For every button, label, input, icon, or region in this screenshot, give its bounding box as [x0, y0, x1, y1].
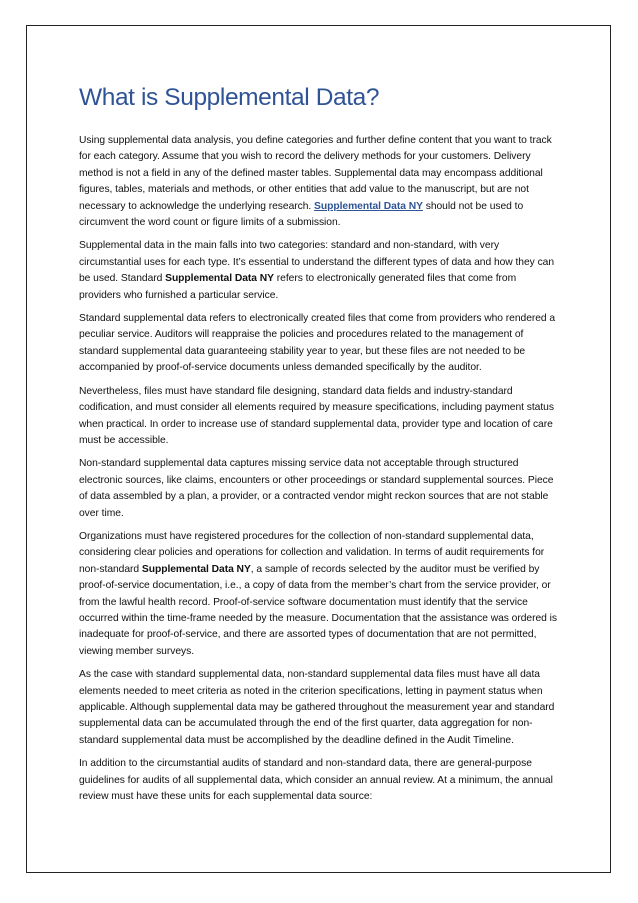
paragraph-7: As the case with standard supplemental data, non-standard supplemental data files must have all data elements needed to meet criteria as noted in the criterion specifications, letting in payment status when applicable. Although supplemental data may be gathered throughout the measurement year and standard supplemental data can be accumulated through the end of the first quarter, data aggregation for non-standard supplemental data must be accomplished by the deadline defined in the Audit Timeline.: [79, 669, 555, 746]
paragraph-6-text-after: , a sample of records selected by the auditor must be verified by proof-of-service documentation, i.e., a copy of data from the member’s chart from the service provider, or from the lawful health record. Proof-of-service software documentation must identify that the service occurred within the time-frame needed by the measure. Documentation that the assistance was ordered is inadequate for proof-of-service, and there are assorted types of documentation that are not permitted, viewing member surveys.: [79, 563, 557, 657]
paragraph-2-text-before: Supplemental data in the main falls into two categories: standard and non-standard, with very circumstantial uses for each type. It’s essential to understand the different types of data and how they can be used. Standard: [79, 240, 555, 285]
paragraph-2-text-after: refers to electronically generated files that come from providers who furnished a particular service.: [79, 273, 517, 301]
paragraph-4: Nevertheless, files must have standard file designing, standard data fields and industry-standard codification, and must consider all elements required by measure specifications, including payment status when practical. In order to increase use of standard supplemental data, provider type and location of care must be accessible.: [79, 385, 554, 446]
paragraph-2: [79, 238, 557, 304]
paragraph-8: In addition to the circumstantial audits of standard and non-standard data, there are general-purpose guidelines for audits of all supplemental data, which consider an annual review. At a minimum, the annual review must have these units for each supplemental data source:: [79, 758, 553, 803]
paragraph-2-bold-term: Supplemental Data NY: [165, 273, 274, 285]
supplemental-data-ny-link[interactable]: Supplemental Data NY: [314, 200, 423, 212]
paragraph-1: [79, 133, 557, 231]
paragraph-6-text-before: Organizations must have registered procedures for the collection of non-standard supplemental data, considering clear policies and operations for collection and validation. In terms of audit requirements for non-standard: [79, 530, 545, 575]
paragraph-6: [79, 529, 557, 660]
paragraph-6-bold-term: Supplemental Data NY: [141, 563, 251, 575]
paragraph-1-text-after: should not be used to circumvent the word count or figure limits of a submission.: [79, 200, 524, 229]
paragraph-1-text-before: Using supplemental data analysis, you define categories and further define content that you want to track for each category. Assume that you wish to record the delivery methods for your customers. Delivery method is not a field in any of the defined master tables. Supplemental data may encompass additional figures, tables, materials and methods, or other entities that add value to the manuscript, but are not necessary to acknowledge the underlying research.: [79, 135, 552, 212]
document-body: [79, 83, 557, 812]
paragraph-5: Non-standard supplemental data captures missing service data not acceptable through structured electronic sources, like claims, encounters or other proceedings or standard supplemental sources. Piece of data assembled by a plan, a provider, or a contracted vendor might reckon sources that are not stable over time.: [79, 458, 554, 519]
page-title: What is Supplemental Data?: [79, 84, 380, 111]
paragraph-3: Standard supplemental data refers to electronically created files that come from providers who rendered a peculiar service. Auditors will reappraise the policies and procedures related to the management of standard supplemental data guaranteeing stability year to year, but these files are not needed to be accompanied by proof-of-service documents unless demanded specifically by the auditor.: [79, 313, 556, 374]
